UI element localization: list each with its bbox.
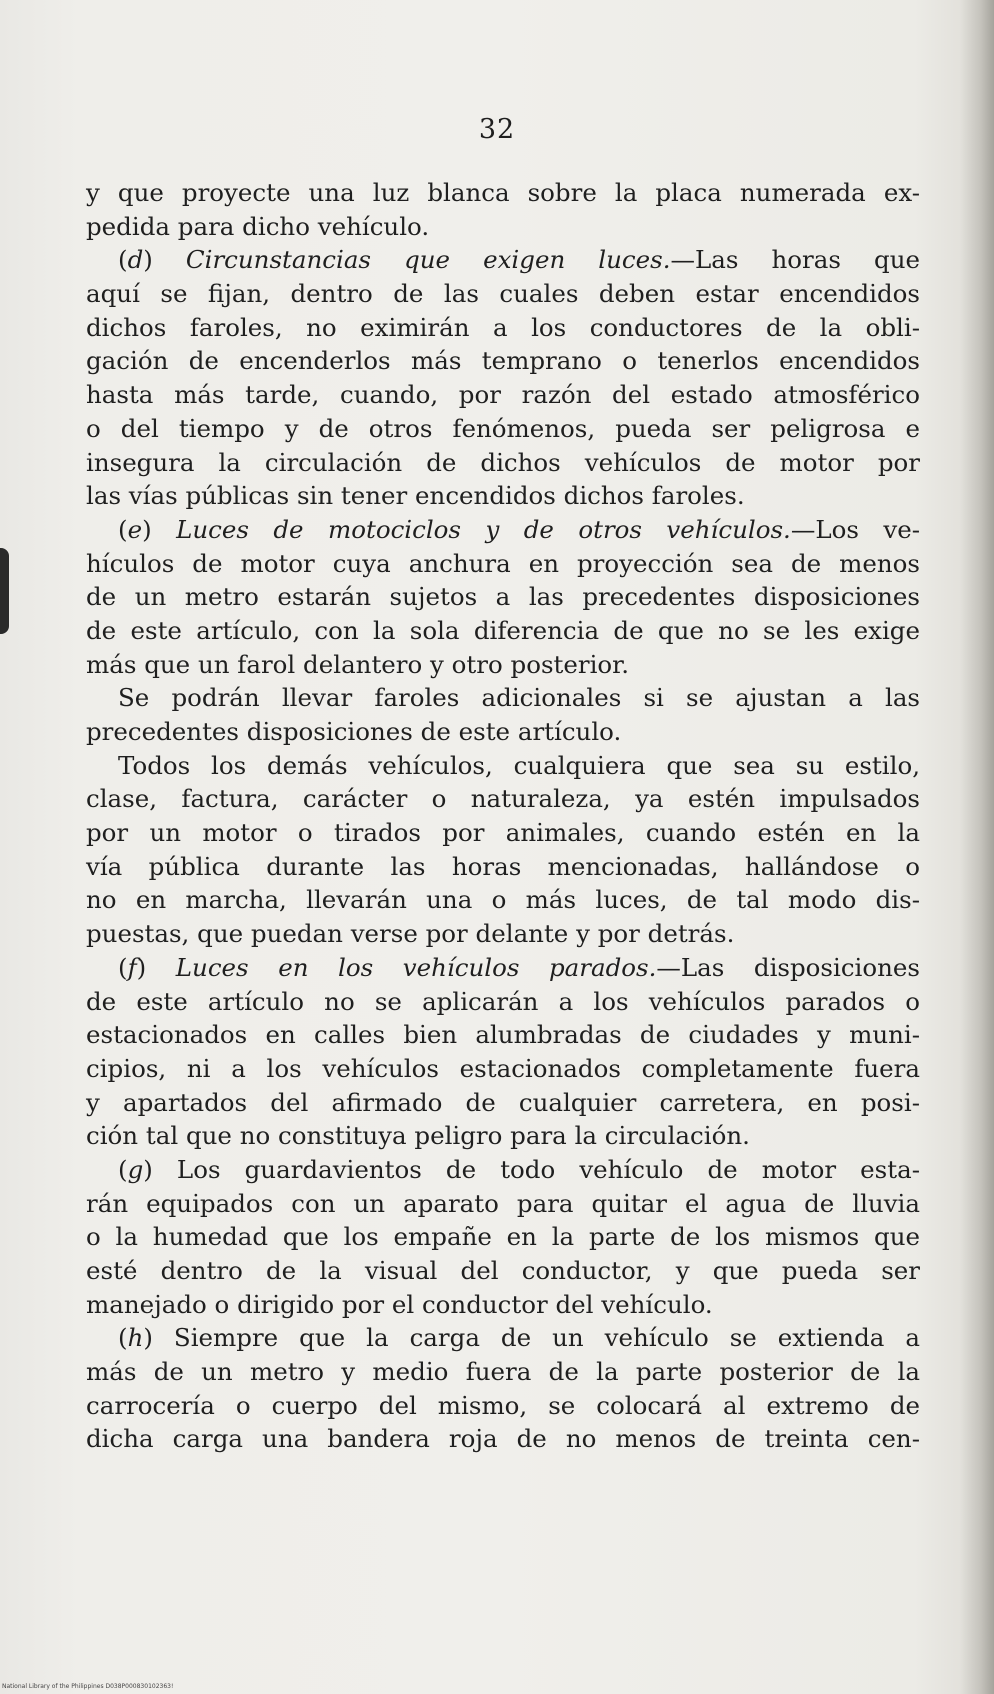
text-line [86, 1119, 920, 1153]
section-heading: Luces de motociclos y de otros vehículos. [176, 514, 791, 544]
line-text: Los guardavientos de todo vehículo de motor esta- [176, 1154, 920, 1184]
text-line [86, 648, 920, 682]
line-text: puestas, que puedan verse por delante y por detrás. [86, 919, 735, 949]
item-label-letter: d [127, 245, 144, 275]
item-label-close-paren: ) [136, 952, 176, 982]
line-text: manejado o dirigido por el conductor del vehículo. [86, 1289, 713, 1319]
line-text: o del tiempo y de otros fenómenos, pueda ser peligrosa e [86, 413, 920, 443]
text-line [86, 1187, 920, 1221]
line-text: cipios, ni a los vehículos estacionados completamente fuera [86, 1053, 920, 1083]
text-line [86, 681, 920, 715]
text-line [86, 547, 920, 581]
line-text: vía pública durante las horas mencionadas, hallándose o [86, 851, 920, 881]
text-line [86, 1422, 920, 1456]
item-label-letter: f [127, 952, 137, 982]
item-label-letter: h [127, 1323, 144, 1353]
section-heading: Luces en los vehículos parados. [175, 952, 657, 982]
text-line [86, 1389, 920, 1423]
line-text: y apartados del afirmado de cualquier carretera, en posi- [86, 1087, 920, 1117]
item-label-close-paren: ) [143, 1323, 174, 1353]
page-number: 32 [478, 114, 516, 145]
text-line [86, 580, 920, 614]
text-line [86, 715, 920, 749]
line-text: precedentes disposiciones de este artículo. [86, 717, 622, 746]
text-line [86, 883, 920, 917]
line-text: Se podrán llevar faroles adicionales si se ajustan a las [118, 683, 920, 713]
text-line [86, 749, 920, 783]
line-text: o la humedad que los empañe en la parte de los mismos que [86, 1222, 920, 1252]
text-line [86, 176, 920, 210]
line-text: dichos faroles, no eximirán a los conductores de la obli- [86, 312, 920, 342]
line-text: Siempre que la carga de un vehículo se extienda a [173, 1323, 920, 1353]
line-text: insegura la circulación de dichos vehículos de motor por [86, 447, 920, 477]
item-label-open-paren: ( [118, 245, 128, 275]
item-label-close-paren: ) [143, 1154, 177, 1184]
text-line [86, 210, 920, 244]
item-label-open-paren: ( [118, 514, 128, 544]
item-label-close-paren: ) [142, 514, 177, 544]
text-line [86, 614, 920, 648]
text-line [86, 816, 920, 850]
text-line [86, 277, 920, 311]
text-line [86, 1052, 920, 1086]
line-text: clase, factura, carácter o naturaleza, ya estén impulsados [86, 784, 920, 814]
item-label-open-paren: ( [118, 952, 128, 982]
line-text: por un motor o tirados por animales, cuando estén en la [86, 818, 920, 848]
page-edge-shadow [960, 0, 994, 1694]
line-text: hasta más tarde, cuando, por razón del estado atmosférico [86, 380, 920, 410]
line-text: pedida para dicho vehículo. [86, 211, 430, 241]
text-line [86, 311, 920, 345]
text-line [86, 344, 920, 378]
line-text: esté dentro de la visual del conductor, y que pueda ser [86, 1256, 920, 1285]
line-text: —Las disposiciones [656, 952, 920, 982]
line-text: —Los ve- [790, 514, 920, 544]
item-label-close-paren: ) [143, 245, 186, 275]
section-heading: Circunstancias que exigen luces. [185, 245, 671, 275]
line-text: gación de encenderlos más temprano o tenerlos encendidos [86, 346, 920, 376]
binding-mark [0, 548, 9, 634]
line-text: no en marcha, llevarán una o más luces, de tal modo dis- [86, 885, 920, 915]
line-text: las vías públicas sin tener encendidos dichos faroles. [86, 481, 745, 511]
line-text: hículos de motor cuya anchura en proyección sea de menos [86, 548, 920, 578]
text-line [86, 1153, 920, 1187]
text-line [86, 479, 920, 513]
item-label-letter: e [127, 514, 143, 544]
text-line [86, 412, 920, 446]
line-text: de este artículo no se aplicarán a los vehículos parados o [86, 986, 920, 1016]
text-line [86, 1288, 920, 1322]
line-text: más que un farol delantero y otro posterior. [86, 649, 629, 679]
scan-footer: National Library of the Philippines D038P000830102363! [2, 1683, 174, 1690]
line-text: —Las horas que [670, 245, 920, 275]
text-line [86, 1018, 920, 1052]
line-text: rán equipados con un aparato para quitar el agua de lluvia [86, 1188, 920, 1218]
body-text [86, 176, 920, 1456]
text-line [86, 243, 920, 277]
text-line [86, 378, 920, 412]
text-line [86, 513, 920, 547]
text-line [86, 850, 920, 884]
text-line [86, 1086, 920, 1120]
line-text: de un metro estarán sujetos a las precedentes disposiciones [86, 582, 920, 612]
item-label-open-paren: ( [118, 1154, 128, 1184]
text-line [86, 782, 920, 816]
line-text: dicha carga una bandera roja de no menos de treinta cen- [86, 1424, 920, 1454]
item-label-letter: g [127, 1154, 144, 1184]
line-text: aquí se fijan, dentro de las cuales deben estar encendidos [86, 279, 920, 309]
line-text: y que proyecte una luz blanca sobre la placa numerada ex- [86, 178, 920, 207]
text-line [86, 985, 920, 1019]
text-line [86, 1220, 920, 1254]
line-text: ción tal que no constituya peligro para la circulación. [86, 1121, 750, 1151]
text-line [86, 1254, 920, 1288]
item-label-open-paren: ( [118, 1323, 128, 1353]
line-text: más de un metro y medio fuera de la parte posterior de la [86, 1357, 920, 1387]
line-text: Todos los demás vehículos, cualquiera que sea su estilo, [118, 750, 920, 780]
text-line [86, 1355, 920, 1389]
text-line [86, 951, 920, 985]
text-line [86, 1321, 920, 1355]
line-text: estacionados en calles bien alumbradas de ciudades y muni- [86, 1020, 920, 1050]
line-text: de este artículo, con la sola diferencia de que no se les exige [86, 615, 920, 645]
line-text: carrocería o cuerpo del mismo, se colocará al extremo de [86, 1390, 920, 1420]
text-line [86, 917, 920, 951]
text-line [86, 446, 920, 480]
